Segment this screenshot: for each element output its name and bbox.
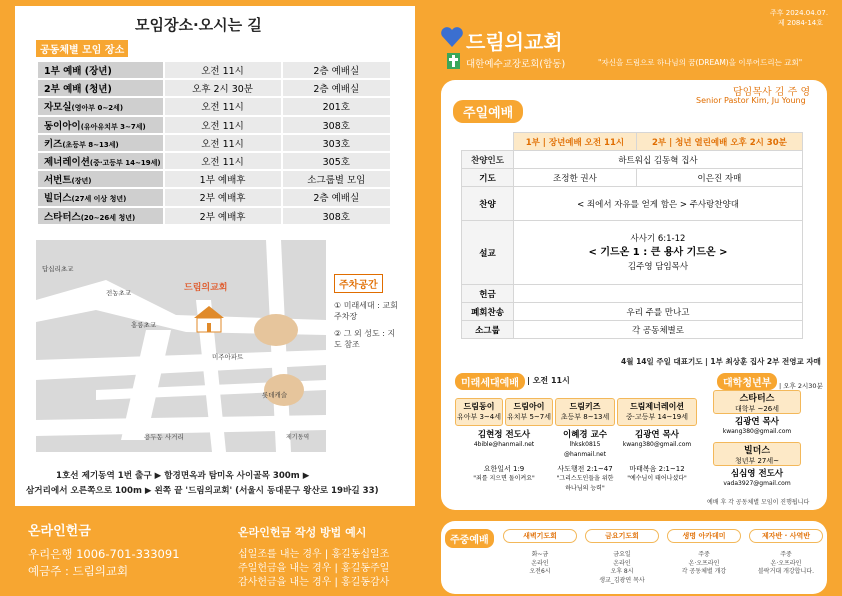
leader-email: kwang380@gmail.com xyxy=(722,428,792,435)
weekday-item-detail: 온라인 xyxy=(613,559,631,567)
group-age: 중·고등부 14~19세 xyxy=(626,413,688,421)
issue: 제 2084-14호 xyxy=(778,19,823,27)
offering-how: 십일조를 내는 경우 | 홍길동십일조 xyxy=(238,549,390,560)
text-quote: "예수님이 태어나셨다" xyxy=(627,475,687,482)
pastor: 담임목사 김 주 영 xyxy=(733,87,811,98)
schedule-sub-text: (20~26세 청년) xyxy=(80,213,136,222)
schedule-row xyxy=(37,152,391,170)
directions-line: 1호선 제기동역 1번 출구 ▶ 함경면옥과 탐미옥 사이골목 300m ▶ xyxy=(56,471,310,481)
directions-line: 삼거리에서 오른쪽으로 100m ▶ 왼쪽 끝 '드림의교회' (서울시 동대문구 왕산로 19바길 33) xyxy=(26,486,379,496)
schedule-time: 오전 11시 xyxy=(164,61,282,79)
weekday-item-detail: 블락거대 개강합니다. xyxy=(758,568,814,575)
schedule-name-text: 키즈 xyxy=(44,138,63,150)
schedule-name xyxy=(37,134,164,152)
schedule-row xyxy=(37,61,391,79)
order-table xyxy=(461,132,803,339)
schedule-sub-text: (유아유치부 3~7세) xyxy=(80,122,146,131)
row-value: 각 공동체별로 xyxy=(514,321,803,339)
offering-how: 감사헌금을 내는 경우 | 홍길동감사 xyxy=(238,577,390,588)
map-label: 답십리초교 xyxy=(42,265,74,273)
schedule-name xyxy=(37,188,164,206)
text-quote: "그리스도인들을 위한 하나님의 능력" xyxy=(556,475,614,492)
schedule-name xyxy=(37,97,164,115)
schedule-time: 오전 11시 xyxy=(164,116,282,134)
map-label: 전농초교 xyxy=(106,289,132,297)
future-group xyxy=(505,398,553,426)
group-age: 유아부 3~4세 xyxy=(456,413,502,421)
schedule-place: 2층 예배실 xyxy=(282,79,391,97)
row-label: 기도 xyxy=(462,169,514,187)
weekday-item-detail: 주중 xyxy=(780,551,792,558)
future-group xyxy=(617,398,697,426)
denomination: 대한예수교장로회(합동) xyxy=(466,59,566,70)
schedule-place: 303호 xyxy=(282,134,391,152)
schedule-sub-text: (영아부 0~2세) xyxy=(71,104,124,113)
group-name: 빌더스 xyxy=(743,446,771,456)
schedule-sub-text: (초등부 8~13세) xyxy=(62,140,119,149)
row-label: 폐회찬송 xyxy=(462,303,514,321)
future-time: | 오전 11시 xyxy=(527,376,570,385)
leader-name: 김현정 전도사 xyxy=(477,430,531,440)
schedule-time: 2부 예배후 xyxy=(164,188,282,206)
row-label: 찬양인도 xyxy=(462,151,514,169)
leader-email: vada3927@gmail.com xyxy=(723,480,791,487)
map-label: 롯데캐슬 xyxy=(262,391,288,399)
leader-email: kwang380@gmail.com xyxy=(622,441,692,448)
future-leader xyxy=(455,430,553,450)
prayer-note: 4월 14일 주일 대표기도 | 1부 최상훈 집사 2부 전영교 자매 xyxy=(621,357,821,366)
schedule-time: 오전 11시 xyxy=(164,97,282,115)
schedule-time: 1부 예배후 xyxy=(164,170,282,188)
schedule-row xyxy=(37,207,391,225)
schedule-place: 2층 예배실 xyxy=(282,188,391,206)
map xyxy=(36,240,326,452)
row-label: 헌금 xyxy=(462,285,514,303)
schedule-place: 201호 xyxy=(282,97,391,115)
sunday-title: 주일예배 xyxy=(453,100,523,123)
worship-card xyxy=(441,80,827,510)
row-value: 하트워십 김동혁 집사 xyxy=(514,151,803,169)
pastor-en: Senior Pastor Kim, Ju Young xyxy=(696,96,806,105)
row-label: 찬양 xyxy=(462,187,514,221)
church-name: 드림의교회 xyxy=(466,30,563,54)
weekday-item-detail: 각 공동체별 개강 xyxy=(681,568,727,575)
church-logo-icon xyxy=(440,26,464,48)
group-age: 청년부 27세~ xyxy=(734,457,780,465)
schedule-name-text: 자모실 xyxy=(44,102,72,114)
row-value: 조정한 권사 xyxy=(514,169,637,187)
schedule-name-text: 빌더스 xyxy=(44,193,72,205)
future-group xyxy=(555,398,615,426)
future-text xyxy=(617,464,697,484)
youth-time: | 오후 2시30분 xyxy=(779,382,823,390)
group-name: 드림제너레이션 xyxy=(629,402,685,411)
weekday-item-detail: 화~금 xyxy=(531,551,549,558)
sermon-text: 사사기 6:1-12 xyxy=(630,233,686,244)
slogan: "자신을 드림으로 하나님의 꿈(DREAM)을 이루어드리는 교회" xyxy=(598,58,803,67)
youth-leader xyxy=(713,469,801,489)
weekday-item-detail: 온·오프라인 xyxy=(688,559,720,567)
schedule-row xyxy=(37,79,391,97)
row-label: 소그룹 xyxy=(462,321,514,339)
sermon-preacher: 김주영 담임목사 xyxy=(627,261,689,272)
group-name: 스타터스 xyxy=(739,394,775,404)
offering-how-title: 온라인헌금 작성 방법 예시 xyxy=(238,526,367,539)
youth-group xyxy=(713,442,801,466)
row-value: 우리 주를 만나고 xyxy=(514,303,803,321)
youth-leader xyxy=(713,417,801,437)
sermon-cell xyxy=(514,221,803,285)
weekday-item-title: 생명 아카데미 xyxy=(667,529,741,543)
row-label: 설교 xyxy=(462,221,514,285)
offering-bank: 우리은행 1006-701-333091 xyxy=(28,547,180,561)
youth-group xyxy=(713,390,801,414)
schedule-name xyxy=(37,152,164,170)
future-text xyxy=(455,464,553,484)
schedule-name-text: 스타터스 xyxy=(44,211,81,223)
schedule-time: 2부 예배후 xyxy=(164,207,282,225)
schedule-place: 305호 xyxy=(282,152,391,170)
schedule-time: 오전 11시 xyxy=(164,134,282,152)
weekday-item-detail: 금요일 xyxy=(613,551,631,558)
leader-name: 김광연 목사 xyxy=(634,430,679,440)
parking-item: ② 그 외 성도 : 지도 참조 xyxy=(334,329,396,349)
future-title: 미래세대예배 xyxy=(455,373,525,390)
group-age: 유치부 5~7세 xyxy=(506,413,552,421)
row-value: < 죄에서 자유를 얻게 함은 > 주사랑찬양대 xyxy=(514,187,803,221)
schedule-name-text: 동이아이 xyxy=(44,120,81,132)
map-label: 미주아파트 xyxy=(212,353,244,361)
schedule-name xyxy=(37,79,164,97)
future-text xyxy=(555,464,615,494)
schedule-row xyxy=(37,188,391,206)
leader-name: 김광연 목사 xyxy=(734,417,779,427)
text-ref: 마태복음 2:1~12 xyxy=(629,465,685,473)
service1: 1부 | 장년예배 오전 11시 xyxy=(514,133,637,151)
text-ref: 사도행전 2:1~47 xyxy=(557,465,613,473)
map-label: 홍릉초교 xyxy=(131,321,157,329)
map-label: 용두동 사거리 xyxy=(144,433,184,441)
group-age: 초등부 8~13세 xyxy=(560,413,610,421)
youth-note: 예배 후 각 공동체별 모임이 진행됩니다 xyxy=(707,499,810,506)
table-header-tag: 공동체별 모임 장소 xyxy=(36,40,128,57)
schedule-name-text: 1부 예배 (장년) xyxy=(44,66,112,78)
offering-how: 주일헌금을 내는 경우 | 홍길동주일 xyxy=(238,563,390,574)
page-title: 모임장소·오시는 길 xyxy=(135,16,262,34)
leader-name: 심심영 전도사 xyxy=(730,469,784,479)
schedule-time: 오후 2시 30분 xyxy=(164,79,282,97)
group-name: 드림아이 xyxy=(513,402,545,411)
future-leader xyxy=(555,430,615,460)
schedule-place: 308호 xyxy=(282,207,391,225)
schedule-time: 오전 11시 xyxy=(164,152,282,170)
youth-title: 대학청년부 xyxy=(717,373,777,390)
weekday-item-detail: 오전6시 xyxy=(529,568,551,575)
schedule-name-text: 2부 예배 (청년) xyxy=(44,84,112,96)
church-marker xyxy=(186,304,232,334)
date: 주후 2024.04.07. xyxy=(770,9,829,17)
offering-title: 온라인헌금 xyxy=(28,524,91,539)
schedule-table xyxy=(36,60,392,226)
text-ref: 요한일서 1:9 xyxy=(483,465,525,473)
schedule-place: 2층 예배실 xyxy=(282,61,391,79)
weekday-item-detail: 온·오프라인 xyxy=(770,559,802,567)
schedule-sub-text: (장년) xyxy=(71,177,92,186)
schedule-place: 308호 xyxy=(282,116,391,134)
row-value: 이은진 자매 xyxy=(636,169,802,187)
weekday-item-detail: 오후 8시 xyxy=(610,568,634,575)
weekday-item-detail: 생교_김광연 목사 xyxy=(599,576,645,584)
leader-name: 이혜경 교수 xyxy=(562,430,607,440)
schedule-row xyxy=(37,97,391,115)
church-label: 드림의교회 xyxy=(184,283,228,293)
map-label: 제기동역 xyxy=(286,434,310,441)
parking-title: 주차공간 xyxy=(334,274,383,293)
weekday-item-title: 금요기도회 xyxy=(585,529,659,543)
row-value xyxy=(514,285,803,303)
sermon-title: < 기드온 1 : 큰 용사 기드온 > xyxy=(588,246,728,258)
weekday-item-detail: 온라인 xyxy=(531,559,549,567)
offering-owner: 예금주 : 드림의교회 xyxy=(28,564,129,578)
weekday-item-title: 제자반 · 사역반 xyxy=(749,529,823,543)
schedule-name-text: 제너레이션 xyxy=(44,157,90,169)
schedule-sub-text: (27세 이상 청년) xyxy=(71,195,127,204)
weekday-title: 주중예배 xyxy=(445,529,494,548)
schedule-row xyxy=(37,134,391,152)
schedule-name xyxy=(37,61,164,79)
schedule-row xyxy=(37,116,391,134)
future-leader xyxy=(617,430,697,450)
group-name: 드림동이 xyxy=(463,402,495,411)
schedule-row xyxy=(37,170,391,188)
group-name: 드림키즈 xyxy=(569,402,601,411)
parking-item: ① 미래세대 : 교회 주차장 xyxy=(334,301,398,321)
weekday-item-detail: 주중 xyxy=(698,551,710,558)
leader-email: lhksk0815 @hanmail.net xyxy=(564,441,606,458)
group-age: 대학부 ~26세 xyxy=(734,405,780,413)
schedule-name xyxy=(37,170,164,188)
schedule-name xyxy=(37,116,164,134)
weekday-card xyxy=(441,521,827,594)
weekday-item-title: 새벽기도회 xyxy=(503,529,577,543)
schedule-sub-text: (중·고등부 14~19세) xyxy=(89,159,161,168)
cross-icon xyxy=(447,53,460,69)
schedule-name xyxy=(37,207,164,225)
schedule-place: 소그룹별 모임 xyxy=(282,170,391,188)
schedule-name-text: 서번트 xyxy=(44,175,72,187)
service2: 2부 | 청년 열린예배 오후 2시 30분 xyxy=(636,133,802,151)
leader-email: 4bible@hanmail.net xyxy=(473,441,535,448)
future-group xyxy=(455,398,503,426)
text-quote: "죄를 지으면 돌이켜요" xyxy=(473,475,535,482)
